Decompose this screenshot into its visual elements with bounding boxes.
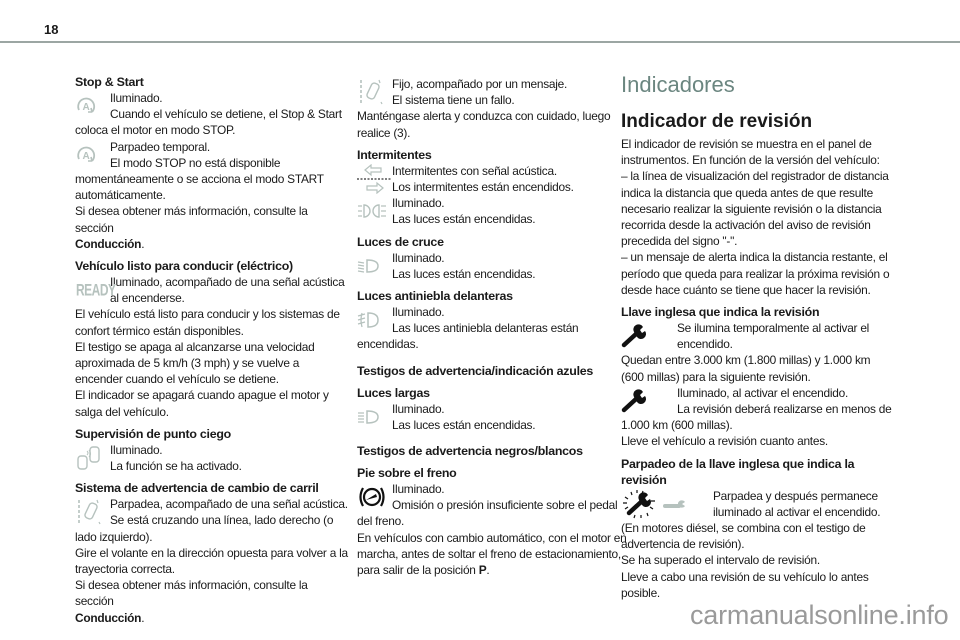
bold-term: Conducción [75,236,142,251]
paragraph [621,352,895,384]
paragraph-text: Se ha superado el intervalo de revisión. [621,553,820,568]
paragraph [621,249,895,298]
sidelights-icon [357,195,392,227]
paragraph [621,168,895,249]
indicator-description: El modo STOP no está disponible momentáneamente o se acciona el modo START automáticamente. [75,155,324,203]
indicator-item [621,320,895,352]
paragraph-text: – la línea de visualización del registrador de distancia indica la distancia que queda antes de que resulte necesario realizar la siguiente revisión o la distancia recorrida desde la activación del aviso de revisión precedida del signo "-". [621,169,889,249]
svg-text:A: A [82,150,90,162]
heading: Supervisión de punto ciego [75,426,231,441]
indicator-description: Iluminado. [392,401,445,416]
heading: Stop & Start [75,75,144,89]
section-title: Indicadores [621,72,735,97]
indicator-description: Los intermitentes están encendidos. [392,180,574,195]
indicator-description: Iluminado. [392,196,445,211]
stop-start-icon [75,90,110,122]
indicator-item [75,274,349,306]
paragraph-text: El testigo se apaga al alcanzarse una velocidad aproximada de 5 km/h (3 mph) y se vuelve a encender cuando el vehículo se detiene. [75,339,315,387]
indicator-description: Parpadea, acompañado de una señal acústica. [110,497,348,512]
indicator-description: Iluminado. [392,305,445,320]
heading: Intermitentes [357,147,432,162]
paragraph-text: Lleve a cabo una revisión de su vehículo lo antes posible. [621,569,869,600]
wrench-blinking-icon [621,488,713,520]
paragraph-text: Gire el volante en la dirección opuesta para volver a la trayectoria correcta. [75,545,348,577]
lane-departure-icon [75,496,110,528]
heading: Parpadeo de la llave inglesa que indica la revisión [621,456,855,487]
brake-pedal-icon [357,481,392,513]
paragraph-text: Si desea obtener más información, consulte la sección [75,578,308,609]
indicator-description: Las luces están encendidas. [392,266,536,281]
paragraph [75,236,349,252]
paragraph [75,203,349,235]
paragraph-text: – un mensaje de alerta indica la distancia restante, el período que queda para realizar la próxima revisión o desde hace cuánto se tiene que hacer la revisión. [621,250,890,297]
paragraph [75,577,349,609]
main-beam-icon [357,401,392,433]
heading: Luces antiniebla delanteras [357,289,513,304]
paragraph-text: El vehículo está listo para conducir y los sistemas de confort térmico están disponibles. [75,307,340,338]
indicator-description: Cuando el vehículo se detiene, el Stop & Start coloca el motor en modo STOP. [75,107,342,138]
indicator-item [75,442,349,474]
lane-departure-icon [357,76,392,108]
indicator-description: El sistema tiene un fallo. [392,93,515,108]
subsection-heading: Indicador de revisión [621,111,813,132]
indicator-item [357,304,631,353]
indicator-description: Iluminado, al activar el encendido. [677,385,849,400]
indicator-description: Las luces están encendidas. [392,417,536,432]
paragraph-text: En vehículos con cambio automático, con el motor en marcha, antes de soltar el freno de estacionamiento, para salir de la posición [357,530,627,578]
bold-term: Conducción [75,610,142,625]
paragraph-text: (En motores diésel, se combina con el testigo de advertencia de revisión). [621,521,866,552]
paragraph [621,136,895,168]
blind-spot-icon [75,442,110,474]
heading: Llave inglesa que indica la revisión [621,305,820,320]
paragraph-text: Quedan entre 3.000 km (1.800 millas) y 1.000 km (600 millas) para la siguiente revisión. [621,353,871,384]
stop-start-icon [75,139,110,171]
paragraph [357,108,631,140]
indicator-description: Parpadeo temporal. [110,139,210,154]
ready-icon [75,274,116,306]
paragraph-text: El indicador se apagará cuando apague el motor y salga del vehículo. [75,388,329,419]
paragraph-text: El indicador de revisión se muestra en el panel de instrumentos. En función de la versión del vehículo: [621,137,880,168]
indicator-description: Las luces antiniebla delanteras están encendidas. [357,321,579,352]
indicator-description: Iluminado, acompañado de una señal acústica al encenderse. [110,275,345,306]
indicator-item [75,90,349,139]
indicator-description: Se ilumina temporalmente al activar el encendido. [677,321,870,352]
heading: Testigos de advertencia negros/blancos [357,444,583,459]
indicator-description: La revisión deberá realizarse en menos de 1.000 km (600 millas). [621,402,892,433]
paragraph-suffix: . [141,610,145,625]
indicator-item [357,481,631,530]
turn-signals-icon [357,163,392,195]
paragraph [75,339,349,388]
paragraph [621,433,895,449]
indicator-item [357,401,631,433]
dipped-beam-icon [357,250,392,282]
indicator-item [621,385,895,434]
indicator-description: Intermitentes con señal acústica. [392,163,557,178]
ready-icon-label: READY [76,280,116,300]
paragraph [75,545,349,577]
heading: Pie sobre el freno [357,466,457,481]
indicator-description: Iluminado. [392,250,445,265]
heading: Luces de cruce [357,234,444,249]
paragraph [75,610,349,626]
indicator-item [621,488,895,520]
column-right [621,72,895,601]
paragraph-suffix: . [141,236,145,251]
paragraph-suffix: . [486,563,490,578]
paragraph [75,306,349,338]
page-number: 18 [44,22,59,37]
indicator-item [357,163,631,195]
paragraph-text: Manténgase alerta y conduzca con cuidado, luego realice (3). [357,109,611,140]
wrench-icon [621,385,677,417]
indicator-description: La función se ha activado. [110,459,242,474]
paragraph-text: Si desea obtener más información, consulte la sección [75,204,308,235]
paragraph-text: Lleve el vehículo a revisión cuanto antes. [621,434,828,449]
indicator-item [75,496,349,545]
paragraph [621,552,895,568]
indicator-description: Se está cruzando una línea, lado derecho (o lado izquierdo). [75,513,334,544]
indicator-description: Iluminado. [392,482,445,497]
indicator-item [357,195,631,227]
svg-text:A: A [82,102,90,113]
watermark: carmanualsonline.info [690,600,949,630]
column-middle [357,76,631,578]
heading: Luces largas [357,385,430,400]
front-fog-icon [357,304,392,336]
paragraph [75,387,349,419]
indicator-item [357,250,631,282]
indicator-description: Fijo, acompañado por un mensaje. [392,77,568,91]
indicator-description: Omisión o presión insuficiente sobre el pedal del freno. [357,498,618,529]
paragraph [621,520,895,552]
heading: Vehículo listo para conducir (eléctrico) [75,259,293,274]
bold-term: P [478,563,487,578]
indicator-item [357,76,631,108]
heading: Sistema de advertencia de cambio de carril [75,481,319,496]
indicator-description: Iluminado. [110,442,163,457]
heading: Testigos de advertencia/indicación azules [357,363,594,378]
indicator-description: Las luces están encendidas. [392,212,536,227]
indicator-description: Iluminado. [110,91,163,105]
paragraph [621,569,895,601]
column-left [75,74,349,626]
wrench-icon [621,320,677,352]
indicator-item [75,139,349,204]
header-divider [0,41,960,43]
indicator-description: Parpadea y después permanece iluminado al activar el encendido. [713,488,881,519]
paragraph [357,530,631,579]
